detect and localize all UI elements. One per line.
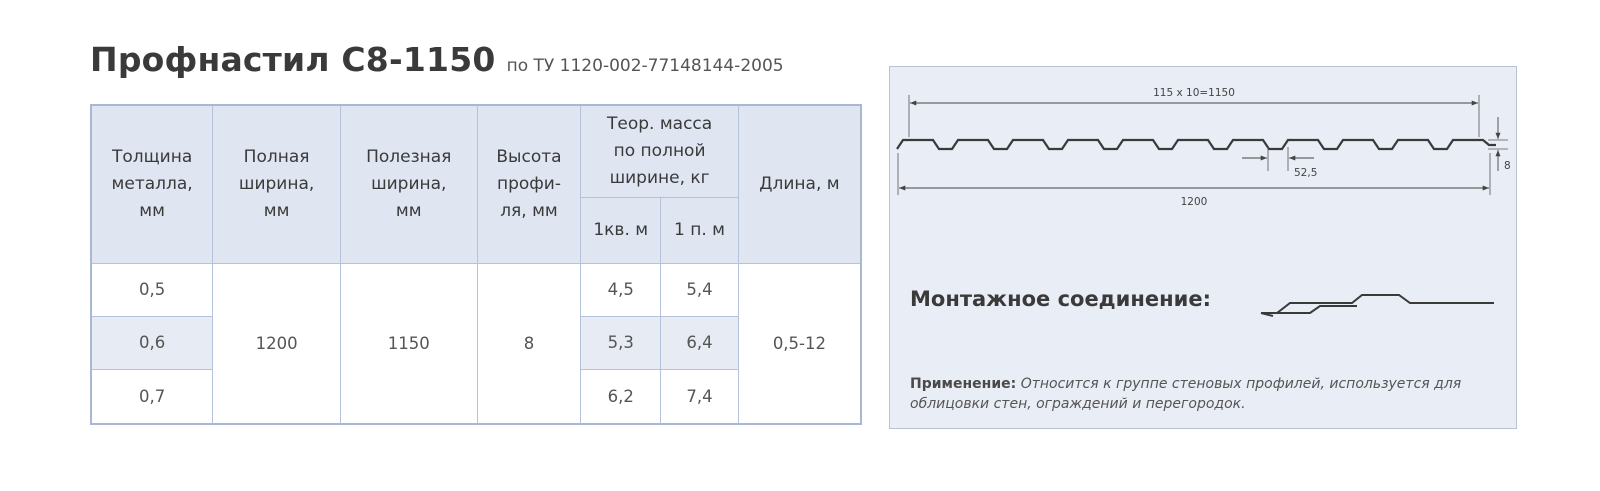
- mounting-connection-label: Монтажное соединение:: [910, 287, 1211, 311]
- header-useful-width: Полезная ширина, мм: [340, 105, 477, 263]
- mass-lm-cell: 7,4: [661, 369, 739, 424]
- dimension-profile-height-label: 8: [1504, 160, 1511, 172]
- thickness-cell: 0,7: [91, 369, 213, 424]
- mass-sqm-cell: 5,3: [581, 316, 661, 369]
- dimension-useful-width: [909, 87, 1479, 137]
- usage-description: [910, 374, 1510, 414]
- profile-drawing-panel: [889, 66, 1517, 429]
- profile-line: [897, 140, 1496, 149]
- usage-label: Применение:: [910, 376, 1017, 392]
- specifications-table: [90, 104, 862, 425]
- header-thickness: Толщина металла, мм: [91, 105, 213, 263]
- header-mass-per-lm: 1 п. м: [661, 197, 739, 263]
- dimension-pitch: [1242, 147, 1317, 179]
- length-cell: 0,5-12: [738, 263, 861, 424]
- useful-width-cell: 1150: [340, 263, 477, 424]
- mass-lm-cell: 5,4: [661, 263, 739, 316]
- full-width-cell: 1200: [213, 263, 341, 424]
- dimension-total-width-label: 1200: [1180, 196, 1208, 208]
- header-length: Длина, м: [738, 105, 861, 263]
- dimension-pitch-label: 52,5: [1294, 167, 1318, 179]
- mass-lm-cell: 6,4: [661, 316, 739, 369]
- header-full-width: Полная ширина, мм: [213, 105, 341, 263]
- thickness-cell: 0,5: [91, 263, 213, 316]
- page-title: [90, 40, 784, 79]
- profile-height-cell: 8: [477, 263, 581, 424]
- mass-sqm-cell: 6,2: [581, 369, 661, 424]
- thickness-cell: 0,6: [91, 316, 213, 369]
- usage-text: Относится к группе стеновых профилей, используется для облицовки стен, ограждений и перегородок.: [910, 376, 1462, 412]
- header-theoretical-mass: Теор. масса по полной ширине, кг: [581, 105, 738, 197]
- product-title: Профнастил С8-1150: [90, 40, 496, 79]
- mass-sqm-cell: 4,5: [581, 263, 661, 316]
- header-profile-height: Высота профи- ля, мм: [477, 105, 581, 263]
- mounting-joint-icon: [1261, 295, 1494, 316]
- dimension-total-width: [898, 153, 1490, 208]
- dimension-useful-width-label: 115 x 10=1150: [1153, 87, 1235, 99]
- standard-reference: по ТУ 1120-002-77148144-2005: [506, 56, 784, 76]
- header-mass-per-sqm: 1кв. м: [581, 197, 661, 263]
